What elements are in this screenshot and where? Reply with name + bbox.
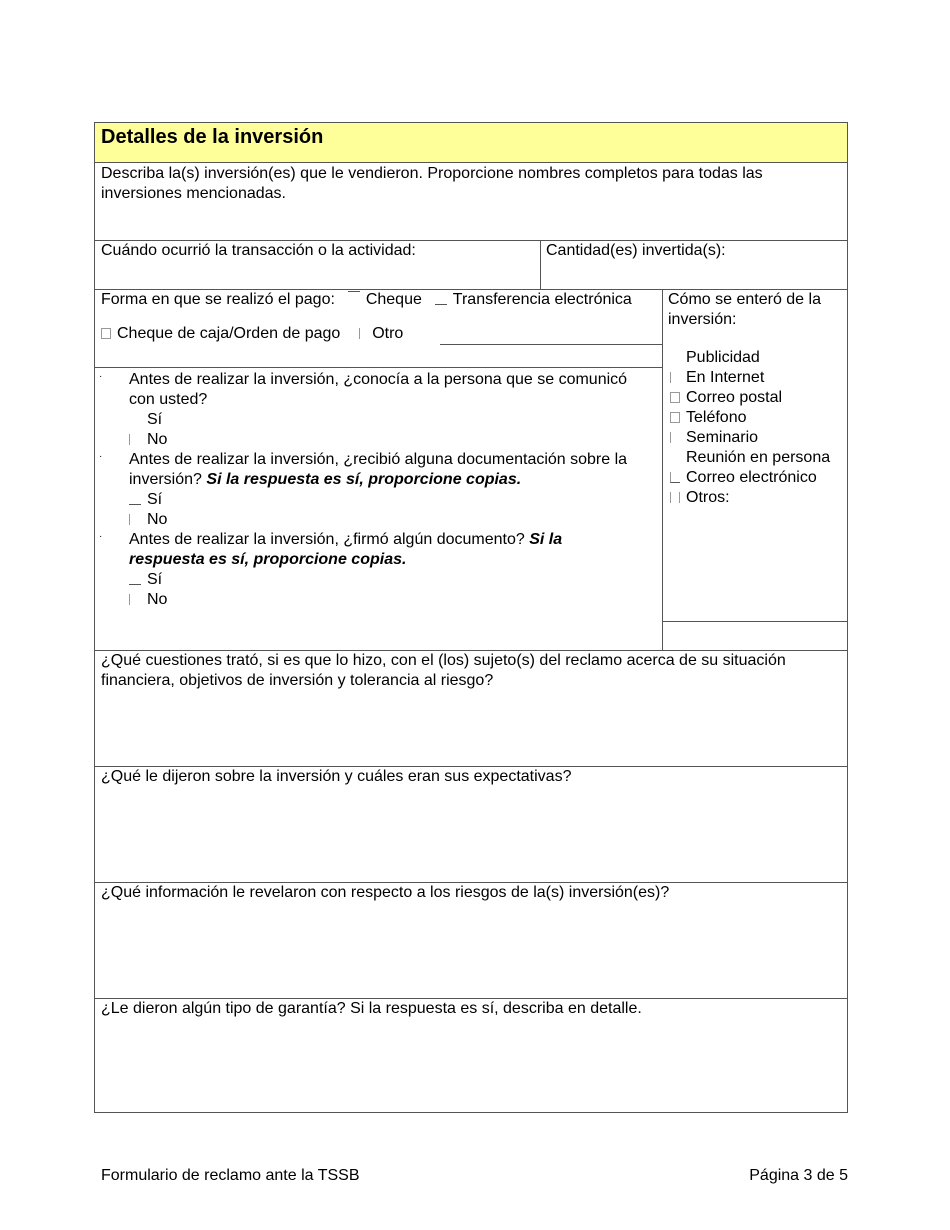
section-header xyxy=(95,123,847,162)
prompt-guarantee: ¿Le dieron algún tipo de garantía? Si la respuesta es sí, describa en detalle. xyxy=(101,1000,642,1017)
question-2-yes[interactable]: Sí xyxy=(129,490,167,510)
prompt-expectations: ¿Qué le dijeron sobre la inversión y cuáles eran sus expectativas? xyxy=(101,768,572,785)
question-2-text: Antes de realizar la inversión, ¿recibió alguna documentación sobre la inversión? xyxy=(129,451,628,488)
source-option-seminar[interactable]: Seminario xyxy=(670,428,830,448)
amount-invested-field[interactable] xyxy=(543,263,843,287)
footer-page-number: Página 3 de 5 xyxy=(749,1167,848,1184)
source-option-email[interactable]: Correo electrónico xyxy=(670,468,830,488)
checkbox-icon[interactable] xyxy=(670,372,680,383)
divider xyxy=(662,621,847,622)
checkbox-icon[interactable] xyxy=(348,291,360,302)
question-1 xyxy=(129,370,649,410)
source-option-phone[interactable]: Teléfono xyxy=(670,408,830,428)
checkbox-icon[interactable] xyxy=(359,328,369,339)
bullet: · xyxy=(99,531,103,542)
checkbox-icon[interactable] xyxy=(670,452,680,463)
checkbox-icon[interactable] xyxy=(129,434,141,445)
checkbox-icon[interactable] xyxy=(670,492,680,503)
prompt-financial-situation-field[interactable] xyxy=(95,693,847,763)
section-title: Detalles de la inversión xyxy=(101,126,324,148)
question-3 xyxy=(129,530,629,570)
source-option-advertising[interactable]: Publicidad xyxy=(670,348,830,368)
question-3-options xyxy=(129,570,167,610)
question-3-no[interactable]: No xyxy=(129,590,167,610)
question-2 xyxy=(129,450,659,490)
question-1-text: Antes de realizar la inversión, ¿conocía a la persona que se comunicó con usted? xyxy=(129,371,628,408)
checkbox-icon[interactable] xyxy=(129,494,141,505)
checkbox-icon[interactable] xyxy=(670,412,680,423)
checkbox-icon[interactable] xyxy=(129,574,141,585)
source-option-other[interactable]: Otros: xyxy=(670,488,830,508)
checkbox-icon[interactable] xyxy=(435,294,447,305)
checkbox-icon[interactable] xyxy=(101,328,111,339)
source-option-in-person[interactable]: Reunión en persona xyxy=(670,448,830,468)
describe-investments-field[interactable] xyxy=(95,205,847,239)
checkbox-icon[interactable] xyxy=(129,414,141,425)
question-2-no[interactable]: No xyxy=(129,510,167,530)
checkbox-icon[interactable] xyxy=(670,352,680,363)
question-1-no[interactable]: No xyxy=(129,430,167,450)
divider xyxy=(540,240,541,289)
checkbox-icon[interactable] xyxy=(670,472,680,483)
amount-invested-label: Cantidad(es) invertida(s): xyxy=(546,242,726,259)
question-2-emphasis: Si la respuesta es sí, proporcione copias. xyxy=(206,471,522,488)
source-options xyxy=(670,348,830,508)
source-label: Cómo se enteró de la inversión: xyxy=(668,291,821,328)
prompt-risks-field[interactable] xyxy=(95,905,847,995)
prompt-expectations-field[interactable] xyxy=(95,789,847,879)
question-2-options xyxy=(129,490,167,530)
question-3-text: Antes de realizar la inversión, ¿firmó algún documento? xyxy=(129,531,525,548)
bullet: · xyxy=(99,371,103,382)
divider xyxy=(95,162,847,163)
question-3-yes[interactable]: Sí xyxy=(129,570,167,590)
payment-option-wire-transfer[interactable]: Transferencia electrónica xyxy=(435,291,632,308)
payment-other-underline[interactable] xyxy=(440,344,662,345)
question-1-options xyxy=(129,410,167,450)
describe-investments-label: Describa la(s) inversión(es) que le vendieron. Proporcione nombres completos para todas las inversiones mencionadas. xyxy=(101,165,763,202)
bullet: · xyxy=(99,451,103,462)
footer-form-name: Formulario de reclamo ante la TSSB xyxy=(101,1167,360,1184)
investment-details-form xyxy=(94,122,848,1113)
divider xyxy=(95,367,662,368)
payment-method-row xyxy=(101,290,632,310)
source-option-postal-mail[interactable]: Correo postal xyxy=(670,388,830,408)
payment-option-cheque[interactable]: Cheque xyxy=(348,291,422,308)
payment-method-label: Forma en que se realizó el pago: xyxy=(101,291,335,308)
question-3-emphasis: Si la respuesta es sí, proporcione copias. xyxy=(129,531,563,568)
transaction-date-field[interactable] xyxy=(97,263,537,287)
payment-method-row-2 xyxy=(101,324,403,344)
checkbox-icon[interactable] xyxy=(129,594,141,605)
checkbox-icon[interactable] xyxy=(670,392,680,403)
source-other-field[interactable] xyxy=(663,505,847,619)
payment-option-other[interactable]: Otro xyxy=(359,325,403,342)
question-1-yes[interactable]: Sí xyxy=(129,410,167,430)
transaction-date-label: Cuándo ocurrió la transacción o la actividad: xyxy=(101,242,416,259)
payment-option-cashier-check[interactable]: Cheque de caja/Orden de pago xyxy=(101,325,340,342)
checkbox-icon[interactable] xyxy=(129,514,141,525)
prompt-risks: ¿Qué información le revelaron con respecto a los riesgos de la(s) inversión(es)? xyxy=(101,884,670,901)
source-option-internet[interactable]: En Internet xyxy=(670,368,830,388)
prompt-guarantee-field[interactable] xyxy=(95,1021,847,1111)
prompt-financial-situation: ¿Qué cuestiones trató, si es que lo hizo, con el (los) sujeto(s) del reclamo acerca de su situación financiera, objetivos de inversión y tolerancia al riesgo? xyxy=(101,652,786,689)
checkbox-icon[interactable] xyxy=(670,432,680,443)
